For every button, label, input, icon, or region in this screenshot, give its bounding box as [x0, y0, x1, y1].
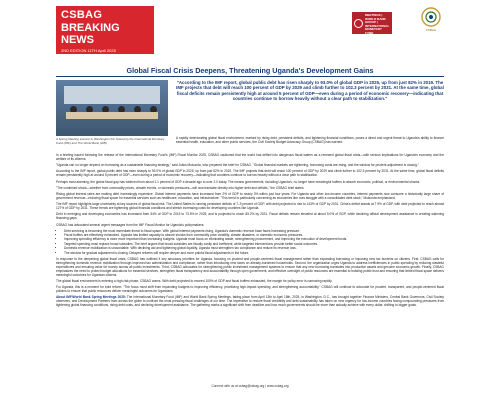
- paragraph: "Uganda can no longer depend on borrowing as a sustainable financing strategy," said Julius Mukunda, who prepared the brief for CSBAG. "Global financial markets are tightening, borrowing costs are rising, and the window for prudent adjustment is closing.": [56, 163, 419, 168]
- paragraph: In response to the deepening global fiscal crisis, CSBAG has outlined 4 key advocacy priorities for Uganda, focusing on prudent and people-centered fiscal management rather than expanding borrowing or imposing new tax burdens on citizens. First, CSBAG calls for strengthening domestic revenue mobilization through improved tax administration and compliance, rather than introducing new taxes on already-burdened households. Second, the organization urges Uganda to address inefficiencies in public spending by reducing wasteful expenditures and ensuring value for money across all public investments. Third, CSBAG advocates for strengthening public investment management systems to ensure that any new borrowing translates into productive assets and genuine economic growth. Finally, CSBAG emphasizes the need to protect budget allocations for essential services, strengthen fiscal transparency and accountability through open government, and effective oversight of public resources are essential to building public trust and ensuring that limited fiscal space delivers meaningful outcomes for Ugandan citizens.: [56, 256, 444, 277]
- breaking-news-banner: [56, 6, 154, 54]
- list-item: • Debt servicing is becoming the most immediate threat to fiscal space. With global interest payments rising, Uganda's domestic revenue base faces increasing pressure.: [64, 229, 444, 233]
- list-item: • Improving spending efficiency is more more important than increasing budgets. Uganda must focus on eliminating waste, strengthening procurement, and improving the execution of development funds.: [64, 237, 444, 241]
- article-title: Global Fiscal Crisis Deepens, Threatening Uganda's Development Gains: [126, 66, 374, 75]
- list-item: • Fiscal buffers are effectively exhausted. Uganda has limited capacity to absorb shocks from commodity price volatility, climate disasters, or domestic economic pressures.: [64, 233, 444, 237]
- header: [56, 6, 444, 60]
- list-item: • Targeted spending must replace broad subsidies. The brief argues that broad subsidies are fiscally costly and inefficient, while targeted interventions provide better social outcomes.: [64, 242, 444, 246]
- paragraph: Rising global interest rates are making debt increasingly expensive. Global interest payments have increased from 2% of GDP to nearly 3% within just four years. For Uganda and other low-income countries, interest payments now consume a historically large share of government revenue—reducing fiscal space for essential services such as healthcare, education, and infrastructure. "This trend is particularly concerning as economies like ours struggle with a consolidated debt stock," Mukunda emphasized.: [56, 191, 444, 200]
- photo-caption: A Spring Meeting session in Washington DC hosted by the International Monetary Fund (IMF) and The World Bank (WB): [56, 137, 165, 145]
- photo-table: [66, 112, 158, 119]
- spring-meetings-text: SPRING MEETINGS | WORLD BANK GROUP | INTERNATIONAL MONETARY FUND: [365, 9, 390, 35]
- pull-quote: "According to the IMF report, global public debt has risen sharply to 93.0% of global GDP in 2025, up from just 82% in 2019. The IMF projects that debt will reach 100 percent of GDP by 2029 and climb further to 102.3 percent by 2031. At the same time, global fiscal deficits remain persistently high at around 5 percent of GDP—even during a period of economic recovery—indicating that countries continue to borrow heavily without a clear path to stabilization.": [176, 80, 444, 102]
- paragraph: For Uganda, this is a moment for bold reform. "The focus must shift from expanding budgets to improving efficiency, prioritizing high-impact spending, and strengthening accountability," CSBAG will continue to advocate for prudent, transparent, and people-centered fiscal policies to ensure that public resources deliver meaningful outcomes for Ugandans.: [56, 285, 444, 294]
- brand-name: CSBAG: [61, 9, 103, 21]
- about-label: About IMF/World Bank Spring Meetings 2025:: [56, 295, 126, 300]
- footer-contact: Connect with us at csbag@csbag.org | www.csbag.org: [211, 384, 289, 388]
- title-divider: [56, 76, 444, 77]
- paragraph: In a briefing issued following the release of the International Monetary Fund's (IMF) Fiscal Monitor 2025, CSBAG cautioned that the world has drifted into dangerous fiscal waters as a renewed global fiscal crisis—with serious implications for Uganda's economy and the welfare of its citizens.: [56, 153, 444, 161]
- edition-date: 2ND EDITION 11TH April 2025: [61, 48, 116, 53]
- list-item: • Domestic revenue mobilization is unavoidable. With declining aid and tightening global liquidity, Uganda must strengthen tax compliance and reduce its revenue loss.: [64, 246, 444, 250]
- globe-icon: [354, 19, 363, 28]
- photo-screen: [64, 86, 160, 104]
- spring-meetings-badge: [352, 9, 392, 35]
- breaking-news-label: BREAKING NEWS: [61, 22, 120, 46]
- logo-text: CSBAG: [425, 28, 437, 32]
- advocacy-list: [64, 229, 444, 255]
- paragraph: "The combined shock—whether from commodity prices, climate events, or domestic pressures—will now translate directly into higher debt and deficits," the CSBAG brief states.: [56, 185, 305, 190]
- paragraph: [56, 295, 444, 307]
- paragraph: The global fiscal environment is entering a high-risk phase, CSBAG warns. With debt projected to exceed 100% of GDP and fiscal buffers exhausted, the margin for policy error is narrowing rapidly.: [56, 278, 333, 283]
- meeting-photo: [56, 80, 168, 136]
- csbag-logo-icon: [420, 6, 442, 28]
- paragraph: Perhaps most alarming, the global fiscal gap has widened from about 1.1 percent of GDP a decade ago to over 2.0 today. The means governments, including Uganda's, no longer have meaningful buffers to absorb economic, political, or environmental shocks.: [56, 179, 421, 184]
- about-text: The International Monetary Fund (IMF) and World Bank Spring Meetings, taking place from April 13th to April 18th, 2025, in Washington, D.C., has brought together Finance Ministers, Central Bank Governors, Civil Society observers, and Development Partners from across the globe to confront the most pressing fiscal challenges of our time. The imperative to restore fiscal credibility and debt sustainability has taken on new urgency for low-income countries facing compounding pressures from tightening global financing conditions, rising debt costs, and declining development assistance. The gathering marks a significant shift from deadline and how much governments should be more than actually achieve with every dollar, shifting to bigger goals.: [56, 295, 444, 308]
- article-body: [56, 153, 444, 309]
- paragraph: The IMF report highlights large uncertainty at key sources of global fiscal risk. The United States is running persistent deficits of 7–9 percent of GDP, with debt projected to rise to 143% of GDP by 2031. China's deficit stands at 7.9% of GDP, with debt projected to reach almost 127% of GDP by 2031. These trends are tightening global financial conditions and stretch increasing costs for developing countries like Uganda.: [56, 202, 444, 211]
- paragraph: CSBAG has advocated several urgent messages from the IMF Fiscal Monitor for Uganda's policymakers:: [56, 222, 205, 227]
- paragraph: According to the IMF report, global public debt has risen sharply to 93.0% of global GDP in 2025, up from just 82% in 2019. The IMF projects that debt will reach 100 percent of GDP by 2029 and climb further to 102.3 percent by 2031. At the same time, global fiscal deficits remain persistently high at around 5 percent of GDP—even during a period of economic recovery—indicating that countries continue to borrow heavily without a clear path to stabilization.: [56, 169, 444, 178]
- list-item: • The window for gradual adjustment is closing. Delayed reforms will require deeper and more painful fiscal adjustments in the future.: [64, 251, 444, 255]
- intro-paragraph: A rapidly deteriorating global fiscal environment, marked by rising debt, persistent deficits, and tightening financial conditions, poses a direct and urgent threat to Uganda's ability to finance essential health, education, and other public services, the Civil Society Budget Advocacy Group (CSBAG) has warned.: [176, 136, 444, 144]
- paragraph: Debt in emerging and developing economies has increased from 54% of GDP in 2015 to 73.5% in 2025, and is projected to reach 85.2% by 2031. Fiscal deficits remain elevated at about 5.0% of GDP, while declining official development assistance is creating widening financing gaps.: [56, 212, 444, 221]
